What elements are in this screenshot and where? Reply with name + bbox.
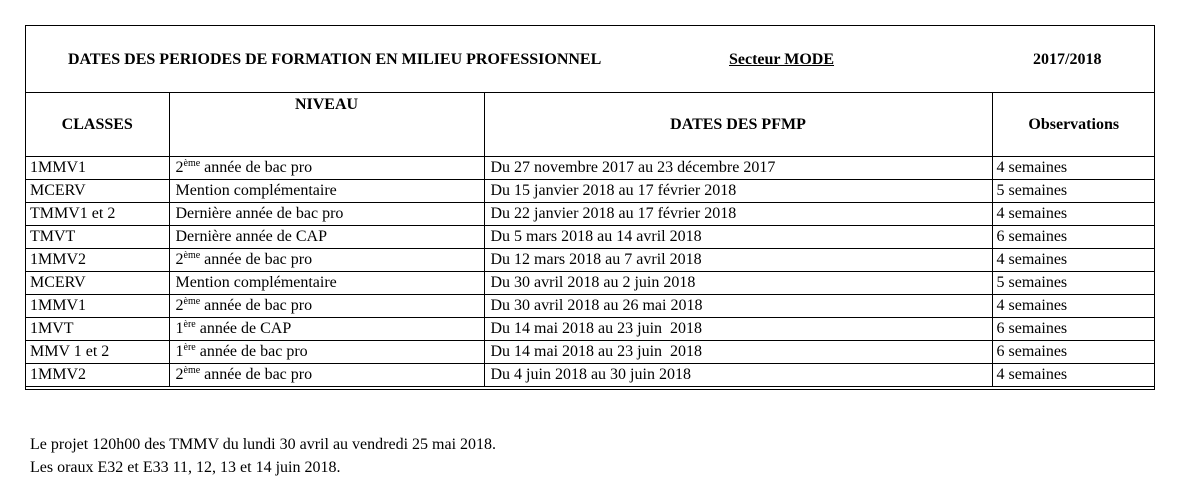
cell-classe: TMMV1 et 2	[26, 203, 169, 226]
cell-dates: Du 5 mars 2018 au 14 avril 2018	[484, 226, 992, 249]
sector-label: Secteur MODE	[729, 51, 835, 68]
cell-dates: Du 12 mars 2018 au 7 avril 2018	[484, 249, 992, 272]
pfmp-table	[26, 92, 1155, 387]
cell-observations: 4 semaines	[992, 157, 1155, 180]
cell-dates: Du 4 juin 2018 au 30 juin 2018	[484, 364, 992, 387]
cell-niveau: 2ème année de bac pro	[169, 364, 484, 387]
cell-observations: 5 semaines	[992, 272, 1155, 295]
cell-observations: 5 semaines	[992, 180, 1155, 203]
cell-classe: 1MVT	[26, 318, 169, 341]
table-row	[26, 272, 1155, 295]
cell-classe: MCERV	[26, 272, 169, 295]
cell-dates: Du 14 mai 2018 au 23 juin 2018	[484, 318, 992, 341]
cell-observations: 6 semaines	[992, 341, 1155, 364]
cell-niveau: 1ère année de CAP	[169, 318, 484, 341]
table-row	[26, 203, 1155, 226]
cell-niveau: 1ère année de bac pro	[169, 341, 484, 364]
cell-classe: MMV 1 et 2	[26, 341, 169, 364]
table-row	[26, 226, 1155, 249]
cell-dates: Du 30 avril 2018 au 26 mai 2018	[484, 295, 992, 318]
cell-dates: Du 14 mai 2018 au 23 juin 2018	[484, 341, 992, 364]
cell-dates: Du 15 janvier 2018 au 17 février 2018	[484, 180, 992, 203]
notes	[30, 433, 496, 479]
cell-observations: 4 semaines	[992, 295, 1155, 318]
column-header-niveau: NIVEAU	[169, 92, 484, 157]
column-header-observations: Observations	[992, 92, 1155, 157]
cell-classe: MCERV	[26, 180, 169, 203]
document-title: DATES DES PERIODES DE FORMATION EN MILIEU PROFESSIONNEL	[68, 51, 602, 68]
pfmp-table-frame	[25, 25, 1155, 390]
cell-observations: 4 semaines	[992, 364, 1155, 387]
cell-dates: Du 22 janvier 2018 au 17 février 2018	[484, 203, 992, 226]
cell-niveau: Mention complémentaire	[169, 272, 484, 295]
cell-classe: 1MMV1	[26, 295, 169, 318]
cell-niveau: Mention complémentaire	[169, 180, 484, 203]
note-line: Le projet 120h00 des TMMV du lundi 30 avril au vendredi 25 mai 2018.	[30, 436, 497, 453]
cell-classe: 1MMV2	[26, 364, 169, 387]
column-header-dates: DATES DES PFMP	[484, 92, 992, 157]
table-row	[26, 157, 1155, 180]
cell-observations: 4 semaines	[992, 249, 1155, 272]
note-line: Les oraux E32 et E33 11, 12, 13 et 14 juin 2018.	[30, 459, 341, 476]
school-year: 2017/2018	[1033, 51, 1102, 68]
cell-classe: TMVT	[26, 226, 169, 249]
cell-classe: 1MMV1	[26, 157, 169, 180]
cell-observations: 6 semaines	[992, 318, 1155, 341]
cell-niveau: 2ème année de bac pro	[169, 249, 484, 272]
table-row	[26, 295, 1155, 318]
table-row	[26, 318, 1155, 341]
cell-dates: Du 27 novembre 2017 au 23 décembre 2017	[484, 157, 992, 180]
table-row	[26, 249, 1155, 272]
table-row	[26, 180, 1155, 203]
cell-niveau: 2ème année de bac pro	[169, 157, 484, 180]
cell-niveau: 2ème année de bac pro	[169, 295, 484, 318]
table-row	[26, 341, 1155, 364]
title-row	[26, 26, 1154, 93]
cell-observations: 6 semaines	[992, 226, 1155, 249]
cell-niveau: Dernière année de bac pro	[169, 203, 484, 226]
cell-observations: 4 semaines	[992, 203, 1155, 226]
cell-niveau: Dernière année de CAP	[169, 226, 484, 249]
cell-classe: 1MMV2	[26, 249, 169, 272]
table-header-row	[26, 92, 1155, 157]
table-row	[26, 364, 1155, 387]
column-header-classes: CLASSES	[26, 92, 169, 157]
cell-dates: Du 30 avril 2018 au 2 juin 2018	[484, 272, 992, 295]
